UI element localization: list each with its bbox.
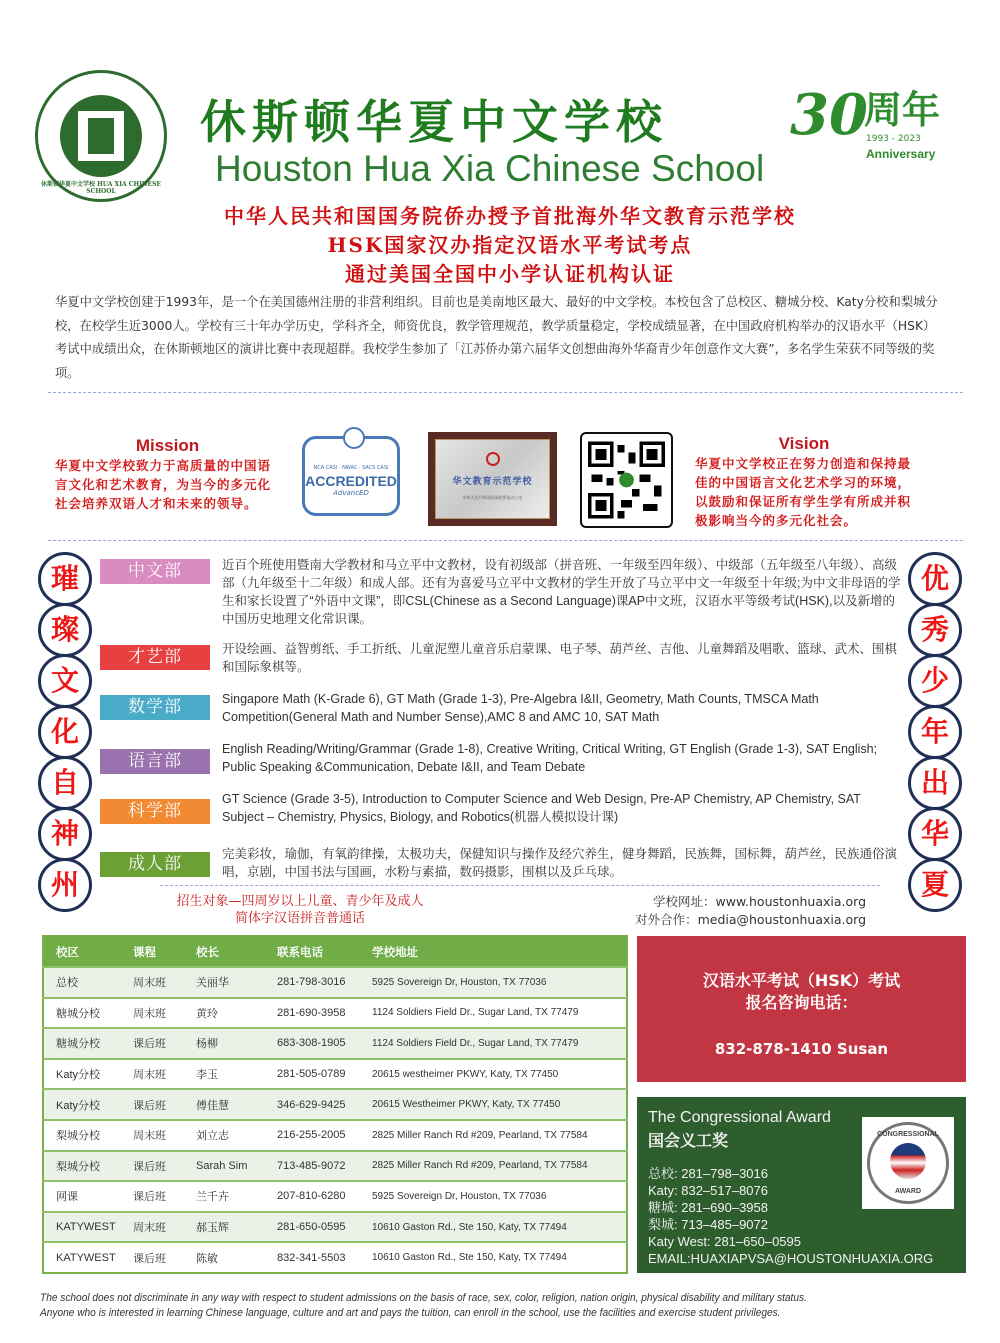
mission-section [55,436,280,513]
table-cell: 346-629-9425 [265,1089,360,1120]
table-cell: 10610 Gaston Rd., Ste 150, Katy, TX 77494 [360,1212,627,1243]
website-link[interactable]: 学校网址：www.houstonhuaxia.org [653,894,866,909]
table-cell: 梨城分校 [43,1151,121,1182]
table-cell: 216-255-2005 [265,1120,360,1151]
dept-chinese-text: 近百个班使用暨南大学教材和马立平中文教材，设有初级部（拼音班、一年级至四年级）、中级部（五年级至八年级）、高级部（九年级至十二年级）和成人部。还有为喜爱马立平中文教材的学生开放了马立平中文一年级至十年级;为中文非母语的学生和家长设置了“外语中文课”，即CSL(Chinese as a Second Language)课AP中文班，汉语水平等级考试(HSK),以及新增的中国历史地理文化常识课。 [222,558,901,626]
table-cell: Sarah Sim [184,1151,265,1182]
anniversary-logo [790,82,960,167]
nondiscrimination-footer [40,1291,970,1321]
table-row [43,1028,627,1059]
slogan-char: 出 [908,756,962,810]
table-cell: 网课 [43,1181,121,1212]
table-cell: KATYWEST [43,1212,121,1243]
table-cell: 207-810-6280 [265,1181,360,1212]
col-header: 校长 [184,936,265,967]
col-header: 校区 [43,936,121,967]
footer-line: Anyone who is interested in learning Chinese language, culture and art and pays the tuition, can enroll in the school, use the facilities and exercise student privileges. [40,1307,781,1319]
mission-text: 华夏中文学校致力于高质量的中国语言文化和艺术教育，为当今的多元化社会培养双语人才和未来的领导。 [55,458,272,511]
slogan-char: 化 [38,705,92,759]
dept-science-label: 科学部 [100,799,210,824]
table-cell: 糖城分校 [43,998,121,1029]
slogan-char: 秀 [908,603,962,657]
congressional-award-box [637,1097,966,1273]
table-row [43,1212,627,1243]
honor-line-1: 中华人民共和国国务院侨办授予首批海外华文教育示范学校 [224,204,796,228]
accredited-top: NCA CASI · NWAC · SACS CASI [313,465,389,471]
globe-icon [343,427,365,449]
divider [160,885,880,886]
seal-top-text: CONGRESSIONAL [877,1131,939,1138]
table-cell: 832-341-5503 [265,1242,360,1273]
table-cell: 糖城分校 [43,1028,121,1059]
honor-line-3: 通过美国全国中小学认证机构认证 [345,262,675,286]
table-cell: 2825 Miller Ranch Rd #209, Pearland, TX 77584 [360,1151,627,1182]
slogan-char: 华 [908,807,962,861]
intro-paragraph: 华夏中文学校创建于1993年，是一个在美国德州注册的非营利组织。目前也是美南地区最大、最好的中文学校。本校包含了总校区、糖城分校、Katy分校和梨城分校，在校学生近3000人。学校有三十年办学历史，学科齐全，师资优良，教学管理规范，教学质量稳定，学校成绩显著，在中国政府机构举办的汉语水平（HSK）考试中成绩出众，在休斯顿地区的演讲比赛中表现超群。我校学生参加了「江苏侨办第六届华文创想曲海外华裔青少年创意作文大赛”，多名学生荣获不同等级的奖项。 [55,295,938,380]
table-cell: 兰千卉 [184,1181,265,1212]
slogan-char: 夏 [908,858,962,912]
slogan-char: 文 [38,654,92,708]
dept-math-text: Singapore Math (K-Grade 6), GT Math (Grade 1-3), Pre-Algebra I&II, Geometry, Math Counts, TMSCA Math Competition(General Math and Number Sense),AMC 8 and AMC 10, SAT Math [222,692,819,724]
table-cell: 2825 Miller Ranch Rd #209, Pearland, TX 77584 [360,1120,627,1151]
table-cell: 683-308-1905 [265,1028,360,1059]
dept-language-text: English Reading/Writing/Grammar (Grade 1-8), Creative Writing, Critical Writing, GT English (Grade 1-3), SAT English; Public Speaking &Communication, Debate I&II, and Team Debate [222,742,878,774]
table-cell: 281-690-3958 [265,998,360,1029]
table-cell: 713-485-9072 [265,1151,360,1182]
award-title-cn: 国会义工奖 [648,1133,729,1150]
table-cell: 关丽华 [184,967,265,998]
anniversary-number: 30 [790,82,868,148]
media-email-link[interactable]: 对外合作：media@houstonhuaxia.org [635,912,866,927]
certificate-plaque [428,432,557,526]
table-row [43,1151,627,1182]
plaque-title: 华文教育示范学校 [452,477,533,487]
slogan-char: 自 [38,756,92,810]
recruit-language: 简体字汉语拼音普通话 [234,911,365,926]
hsk-subtitle: 报名咨询电话： [745,993,858,1012]
anniversary-label-cn: 周年 [864,88,941,132]
school-title-chinese: 休斯顿华夏中文学校 [200,95,668,149]
divider [48,392,963,393]
contact-line: Katy: 832–517–8076 [648,1183,768,1198]
table-cell: 刘立志 [184,1120,265,1151]
table-cell: 周末班 [121,998,184,1029]
table-cell: 课后班 [121,1181,184,1212]
table-cell: 李玉 [184,1059,265,1090]
table-cell: 课后班 [121,1089,184,1120]
col-header: 学校地址 [360,936,627,967]
table-cell: 5925 Sovereign Dr, Houston, TX 77036 [360,1181,627,1212]
table-cell: 课后班 [121,1028,184,1059]
slogan-char: 年 [908,705,962,759]
slogan-char: 神 [38,807,92,861]
table-cell: 陈敏 [184,1242,265,1273]
table-cell: 281-505-0789 [265,1059,360,1090]
slogan-char: 璨 [38,603,92,657]
table-cell: 20615 westheimer PKWY, Katy, TX 77450 [360,1059,627,1090]
table-cell: 10610 Gaston Rd., Ste 150, Katy, TX 77494 [360,1242,627,1273]
dept-math-label: 数学部 [100,695,210,720]
dept-arts-text: 开设绘画、益智剪纸、手工折纸、儿童泥塑儿童音乐启蒙课、电子琴、葫芦丝、吉他、儿童舞蹈及唱歌、篮球、武术、围棋和国际象棋等。 [222,642,898,674]
dept-adult-text: 完美彩妆，瑜伽，有氧韵律操，太极功夫，保健知识与操作及经穴养生，健身舞蹈，民族舞，国标舞，葫芦丝，民族通俗演唱，京剧，中国书法与国画，水粉与素描，数码摄影，围棋以及乒乓球。 [222,847,898,879]
table-row [43,1120,627,1151]
vision-section [695,434,913,530]
award-email[interactable]: EMAIL:HUAXIAPVSA@HOUSTONHUAXIA.ORG [648,1251,934,1266]
table-row [43,1181,627,1212]
recruit-target: 招生对象—四周岁以上儿童、青少年及成人 [176,894,424,909]
table-cell: 20615 Westheimer PKWY, Katy, TX 77450 [360,1089,627,1120]
table-cell: 周末班 [121,1059,184,1090]
footer-line: The school does not discriminate in any way with respect to student admissions on the basis of race, sex, color, religion, nation origin, physical disability and military status. [40,1292,807,1304]
table-cell: 课后班 [121,1242,184,1273]
honor-line-2: HSK国家汉办指定汉语水平考试考点 [327,233,693,257]
divider [48,540,963,541]
table-cell: 郝玉辉 [184,1212,265,1243]
table-cell: 周末班 [121,1212,184,1243]
contact-info [606,893,866,929]
table-cell: 课后班 [121,1151,184,1182]
campus-table [42,935,628,1274]
col-header: 联系电话 [265,936,360,967]
accredited-badge [302,436,400,516]
anniversary-years: 1993 - 2023 [866,134,921,144]
contact-line: 梨城: 713–485–9072 [648,1217,768,1232]
table-cell: 总校 [43,967,121,998]
slogan-char: 州 [38,858,92,912]
table-cell: 281-798-3016 [265,967,360,998]
table-row [43,967,627,998]
accredited-main: ACCREDITED [305,473,397,489]
left-slogan-circles [38,552,92,912]
contact-line: Katy West: 281–650–0595 [648,1234,801,1249]
table-cell: 周末班 [121,967,184,998]
mission-title: Mission [135,436,200,455]
dept-language-label: 语言部 [100,749,210,774]
hsk-contact-box [637,936,966,1082]
congressional-award-seal [862,1117,954,1209]
table-cell: 1124 Soldiers Field Dr., Sugar Land, TX 77479 [360,998,627,1029]
slogan-char: 璀 [38,552,92,606]
dept-chinese-label: 中文部 [100,559,210,584]
table-cell: KATYWEST [43,1242,121,1273]
slogan-char: 少 [908,654,962,708]
table-row [43,1242,627,1273]
plaque-sub: 中华人民共和国国务院侨务办公室 [462,495,523,500]
table-cell: 周末班 [121,1120,184,1151]
logo-text: 休斯顿华夏中文学校 HUA XIA CHINESE SCHOOL [41,181,161,195]
table-row [43,1089,627,1120]
table-row [43,998,627,1029]
dept-science-text: GT Science (Grade 3-5), Introduction to Computer Science and Web Design, Pre-AP Chemistry, AP Chemistry, SAT Subject – Chemistry, Physics, Biology, and Robotics(机器人模拟设计课) [222,792,861,824]
contact-line: 总校: 281–798–3016 [648,1166,768,1181]
dept-adult-label: 成人部 [100,852,210,877]
emblem-icon [486,452,500,466]
flag-capitol-icon [890,1143,926,1179]
right-slogan-circles [908,552,962,912]
anniversary-label-en: Anniversary [866,147,936,161]
table-cell: Katy分校 [43,1089,121,1120]
table-cell: 傅佳慧 [184,1089,265,1120]
contact-line: 糖城: 281–690–3958 [648,1200,768,1215]
table-cell: 黄玲 [184,998,265,1029]
accredited-sub: AdvancED [333,489,369,497]
seal-bottom-text: AWARD [894,1188,922,1195]
qr-code[interactable] [580,432,673,528]
table-cell: Katy分校 [43,1059,121,1090]
school-logo [35,70,167,202]
vision-title: Vision [778,434,830,453]
table-cell: 281-650-0595 [265,1212,360,1243]
dept-arts-label: 才艺部 [100,645,210,670]
table-cell: 杨柳 [184,1028,265,1059]
table-cell: 梨城分校 [43,1120,121,1151]
award-title-en: The Congressional Award [648,1109,831,1126]
slogan-char: 优 [908,552,962,606]
table-row [43,1059,627,1090]
hsk-phone: 832-878-1410 Susan [714,1040,889,1058]
table-cell: 1124 Soldiers Field Dr., Sugar Land, TX 77479 [360,1028,627,1059]
table-cell: 5925 Sovereign Dr, Houston, TX 77036 [360,967,627,998]
school-title-english: Houston Hua Xia Chinese School [215,148,765,189]
vision-text: 华夏中文学校正在努力创造和保持最佳的中国语言文化艺术学习的环境，以鼓励和保证所有学生学有所成并积极影响当今的多元化社会。 [695,456,912,528]
recruit-info [150,893,450,927]
table-header-row [43,936,627,967]
hsk-title: 汉语水平考试（HSK）考试 [702,971,901,990]
col-header: 课程 [121,936,184,967]
